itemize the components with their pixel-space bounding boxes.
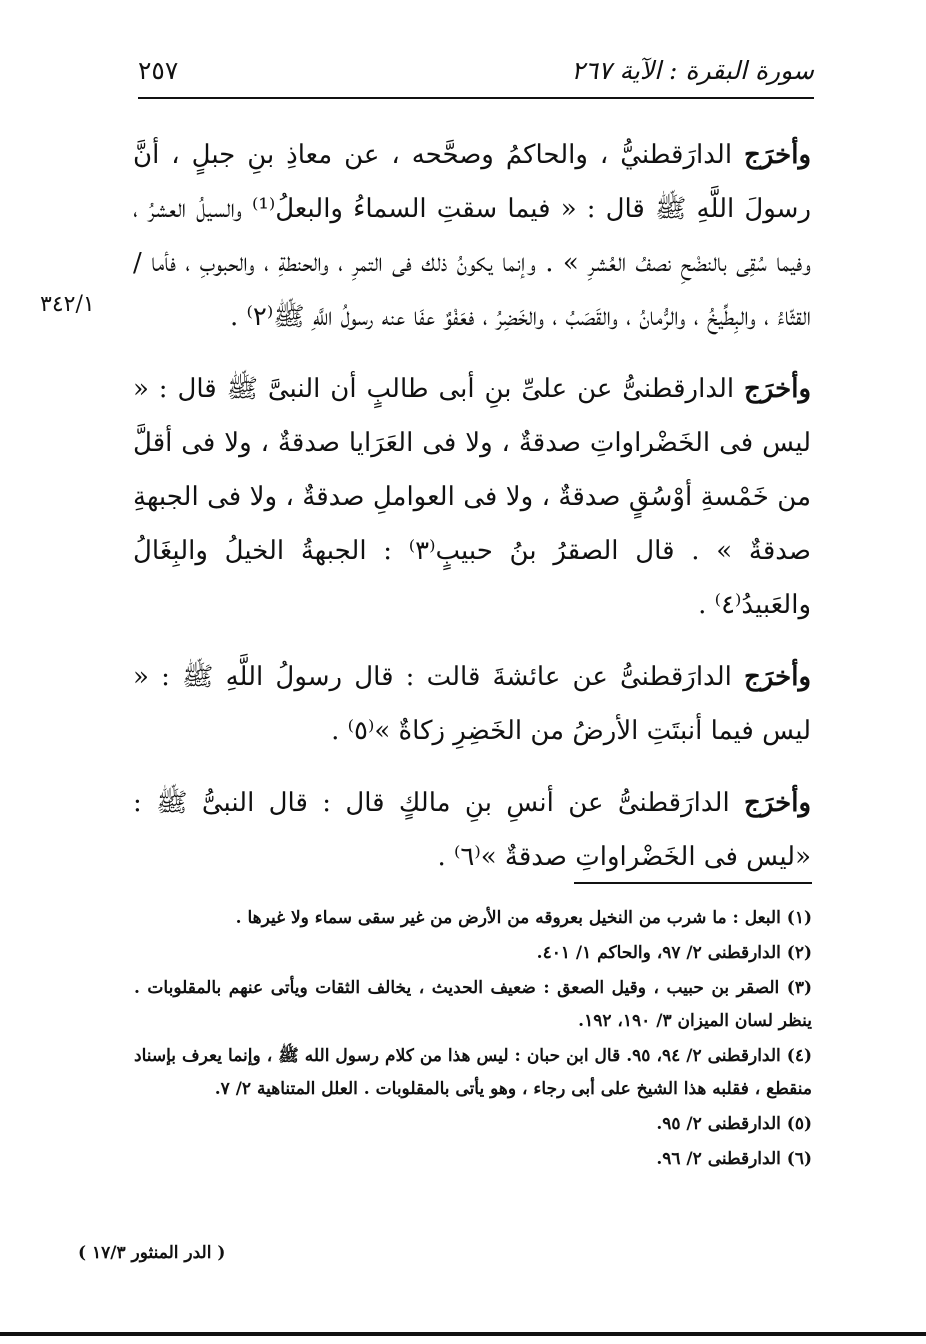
footnote: (٥) الدارقطنى ٢/ ٩٥.: [656, 1114, 812, 1134]
paragraph-lead: وأخرَج: [744, 140, 811, 170]
footnote: (٦) الدارقطنى ٢/ ٩٦.: [656, 1149, 812, 1169]
paragraph: [133, 362, 811, 632]
footnote-divider: [574, 882, 812, 884]
paragraph-lead: وأخرَج: [744, 374, 811, 404]
running-header: [138, 52, 814, 92]
margin-reference: ٣٤٢/١: [40, 292, 95, 317]
paragraph-lead: وأخرَج: [744, 788, 811, 818]
footnote: (٢) الدارقطنى ٢/ ٩٧، والحاكم ١/ ٤٠١.: [536, 943, 812, 963]
paragraph-text: الدارَقطنىُّ عن عائشةَ قالت : قال رسولُ اللَّهِ ﷺ : « ليس فيما أنبتَتِ الأرضُ من الخَضِرِ زكاةٌ »⁽٥⁾ .: [133, 662, 811, 746]
paragraph-lead: وأخرَج: [744, 662, 811, 692]
footnote: (٣) الصقر بن حبيب ، وقيل الصعق : ضعيف الحديث ، يخالف الثقات ويأتى عنهم بالمقلوبات . ينظر لسان الميزان ٣/ ١٩٠، ١٩٢.: [134, 978, 812, 1031]
main-text: [133, 128, 811, 902]
bottom-border: [0, 1332, 926, 1336]
paragraph: [133, 776, 811, 884]
paragraph: [133, 650, 811, 758]
paragraph: [133, 128, 811, 344]
paragraph-text: الدارَقطنيُّ ، والحاكمُ وصحَّحه ، عن معاذِ بنِ جبلٍ ، أنَّ رسولَ اللَّهِ ﷺ قال : « فيما سقتِ السماءُ والبعلُ⁽¹⁾ والسيلُ العشرُ ، وفيما سُقِى بالنضْحِ نصفُ العُشرِ » . وإنما يكونُ ذلك فى التمرِ ، والحنطةِ ، والحبوبِ ، فأما / القثّاءُ ، والبِطِّيخُ ، والرُّمانُ ، والقَصَبُ ، والخَضِرُ ، فعَفْوٌ عفَا عنه رسولُ اللَّهِ ﷺ⁽٢⁾ .: [133, 140, 812, 332]
page-number: ٢٥٧: [138, 56, 179, 85]
source-citation: ( الدر المنثور ١٧/٣ ): [78, 1243, 226, 1263]
footnotes: [134, 902, 812, 1178]
header-divider: [138, 97, 814, 99]
footnote: (١) البعل : ما شرب من النخيل بعروقه من الأرض من غير سقى سماء ولا غيرها .: [235, 908, 812, 928]
header-title: سورة البقرة : الآية ٢٦٧: [571, 56, 814, 85]
footnote: (٤) الدارقطنى ٢/ ٩٤، ٩٥. قال ابن حبان : ليس هذا من كلام رسول الله ﷺ ، وإنما يعرف بإسناد منقطع ، فقلبه هذا الشيخ على أبى رجاء ، وهو يأتى بالمقلوبات . العلل المتناهية ٢/ ٧.: [134, 1046, 812, 1099]
paragraph-text: الدارَقطنىُّ عن أنسِ بنِ مالكٍ قال : قال النبىُّ ﷺ : «ليس فى الخَضْراواتِ صدقةٌ »⁽٦⁾ .: [133, 788, 811, 872]
paragraph-text: الدارقطنىُّ عن علىِّ بنِ أبى طالبٍ أن النبىَّ ﷺ قال : « ليس فى الخَضْراواتِ صدقةٌ ، ولا فى العَرَايا صدقةٌ ، ولا فى أقلَّ من خَمْسةِ أوْسُقٍ صدقةٌ ، ولا فى العواملِ صدقةٌ ، ولا فى الجبهةِ صدقةٌ » . قال الصقرُ بنُ حبيبٍ⁽٣⁾ : الجبهةُ الخيلُ والبِغَالُ والعَبيدُ⁽٤⁾ .: [133, 374, 811, 620]
